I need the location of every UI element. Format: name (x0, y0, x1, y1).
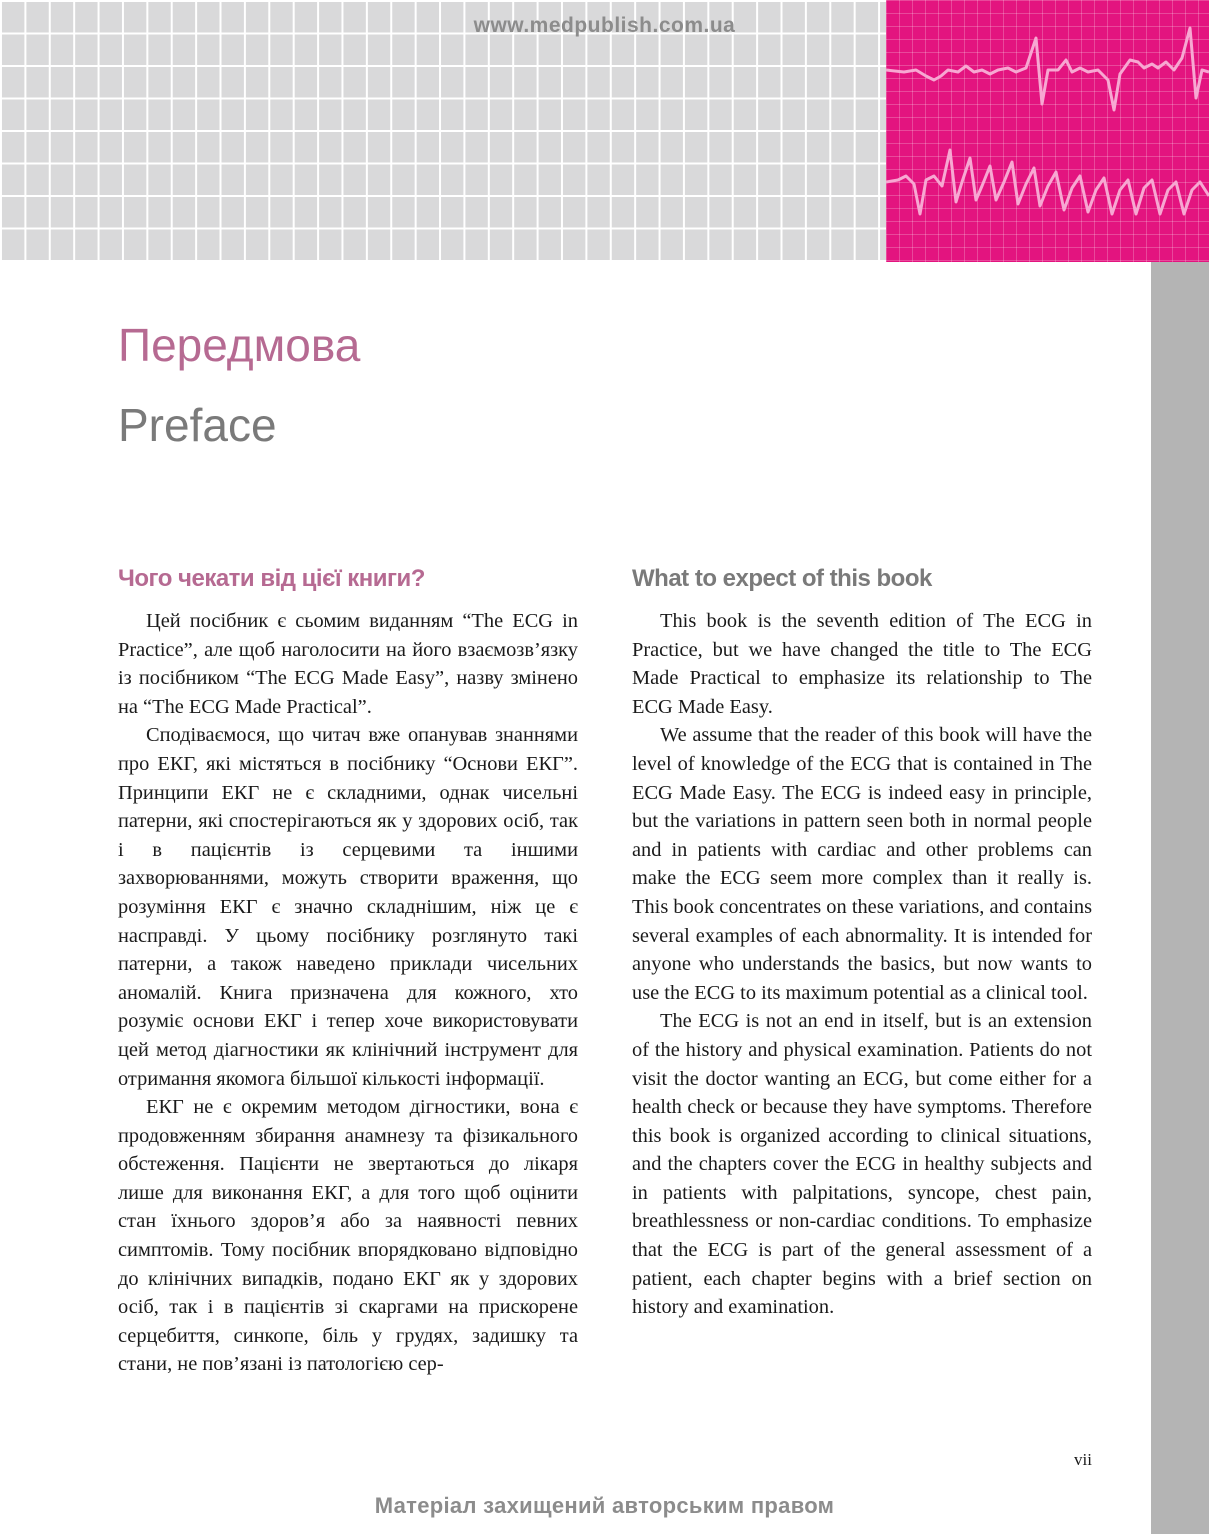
section-heading-ukrainian: Чого чекати від цієї книги? (118, 565, 425, 592)
ecg-trace-bottom (886, 150, 1209, 214)
paragraph: Сподіваємося, що читач вже опанував знаннями про ЕКГ, які містяться в посібнику “Основи ЕКГ”. Принципи ЕКГ не є складними, однак чисельні патерни, які спостерігаються як у здорових осіб, так і в пацієнтів із серцевими та іншими захворюваннями, можуть створити враження, що розуміння ЕКГ є значно складнішим, ніж це є насправді. У цьому посібнику розглянуто такі патерни, а також наведено приклади чисельних аномалій. Книга призначена для кожного, хто розуміє основи ЕКГ і тепер хоче використовувати цей метод діагностики як клінічний інструмент для отримання якомога більшої кількості інформації. (118, 724, 578, 1090)
paragraph: Цей посібник є сьомим виданням “The ECG in Practice”, але щоб наголосити на його взаємозв’язку із посібником “The ECG Made Easy”, назву змінено на “The ECG Made Practical”. (118, 610, 578, 718)
page-number: vii (1074, 1450, 1092, 1469)
paragraph: The ECG is not an end in itself, but is an extension of the history and physical examination. Patients do not visit the doctor wanting an ECG, but come either for a health check or because they have symptoms. Therefore this book is organized according to clinical situations, and the chapters cover the ECG in healthy subjects and in patients with palpitations, syncope, chest pain, breathlessness or non-cardiac conditions. To emphasize that the ECG is part of the general assessment of a patient, each chapter begins with a brief section on history and examination. (632, 1010, 1092, 1319)
ecg-trace-graphic (886, 0, 1209, 262)
paragraph: This book is the seventh edition of The ECG in Practice, but we have changed the title to The ECG Made Practical to emphasize its relationship to The ECG Made Easy. (632, 610, 1092, 718)
page-edge-tab (1151, 262, 1209, 1534)
ecg-trace-top (886, 28, 1209, 110)
ecg-illustration (886, 0, 1209, 262)
publisher-url: www.medpublish.com.ua (473, 14, 736, 37)
paragraph: ЕКГ не є окремим методом дігностики, вона є продовженням збирання анамнезу та фізикального обстеження. Пацієнти не звертаються до лікаря лише для виконання ЕКГ, а для того щоб оцінити стан їхнього здоров’я або за наявності певних симптомів. Тому посібник впорядковано відповідно до клінічних випадків, подано ЕКГ як у здорових осіб, так і в пацієнтів зі скаргами на прискорене серцебиття, синкопе, біль у грудях, задишку та стани, не пов’язані із патологією сер- (118, 1096, 578, 1376)
section-heading-english: What to expect of this book (632, 565, 932, 592)
column-ukrainian (118, 565, 578, 1379)
copyright-notice: Матеріал захищений авторським правом (374, 1493, 835, 1518)
page-title-ukrainian: Передмова (118, 319, 361, 371)
page-title-english: Preface (118, 399, 277, 451)
paragraph: We assume that the reader of this book will have the level of knowledge of the ECG that is contained in The ECG Made Easy. The ECG is indeed easy in principle, but the variations in pattern seen both in normal people and in patients with cardiac and other problems can make the ECG seem more complex than it really is. This book concentrates on these variations, and contains several examples of each abnormality. It is intended for anyone who understands the basics, but now wants to use the ECG to its maximum potential as a clinical tool. (632, 724, 1092, 1004)
column-english (632, 565, 1092, 1322)
